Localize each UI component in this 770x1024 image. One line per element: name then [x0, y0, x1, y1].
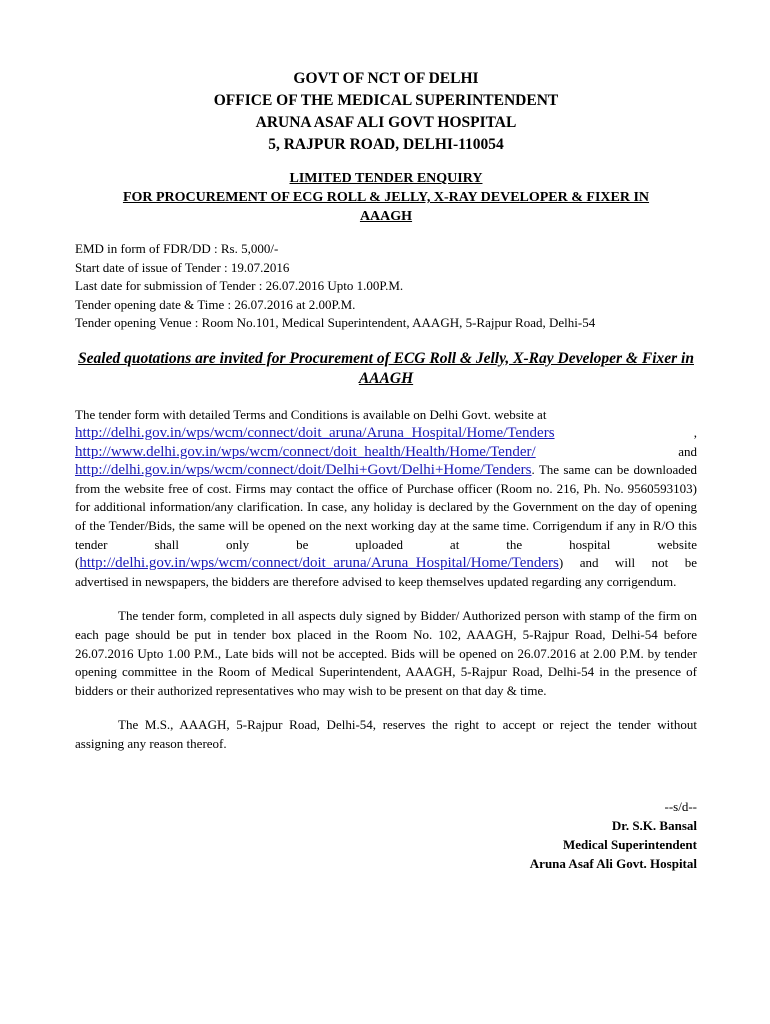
sealed-quotations-heading: Sealed quotations are invited for Procurement of ECG Roll & Jelly, X-Ray Developer & Fixer in AAAGH	[78, 349, 694, 387]
detail-opening-date: Tender opening date & Time : 26.07.2016 at 2.00P.M.	[75, 296, 356, 312]
tender-document	[75, 68, 697, 873]
terms-end: ) and will not be advertised in newspapers, the bidders are therefore advised to keep themselves updated regarding any corrigendum.	[75, 555, 697, 589]
tender-title	[75, 169, 697, 226]
detail-last-date: Last date for submission of Tender : 26.07.2016 Upto 1.00P.M.	[75, 278, 404, 293]
signature-sd: --s/d--	[664, 798, 697, 814]
signatory-name: Dr. S.K. Bansal	[611, 817, 697, 833]
letterhead-office: OFFICE OF THE MEDICAL SUPERINTENDENT	[213, 92, 559, 109]
paragraph-reservation: The M.S., AAAGH, 5-Rajpur Road, Delhi-54, reserves the right to accept or reject the tender without assigning any reason thereof.	[75, 717, 697, 751]
paragraph-terms	[75, 406, 697, 592]
link-delhi-govt-tenders[interactable]: http://delhi.gov.in/wps/wcm/connect/doit/Delhi+Govt/Delhi+Home/Tenders	[75, 462, 532, 479]
title-line-2: FOR PROCUREMENT OF ECG ROLL & JELLY, X-RAY DEVELOPER & FIXER IN	[122, 190, 650, 205]
signature-block	[75, 797, 697, 873]
paragraph-submission: The tender form, completed in all aspects duly signed by Bidder/ Authorized person with stamp of the firm on each page should be put in tender box placed in the Room No. 102, AAAGH, 5-Rajpur Road, Delhi-54 before 26.07.2016 Upto 1.00 P.M., Late bids will not be accepted. Bids will be opened on 26.07.2016 at 2.00 P.M. by tender opening committee in the Room of Medical Superintendent, AAAGH, 5-Rajpur Road, Delhi-54 in the presence of bidders or their authorized representatives who may wish to be present on that day & time.	[75, 608, 697, 698]
tender-details	[75, 240, 697, 333]
detail-start-date: Start date of issue of Tender : 19.07.2016	[75, 259, 290, 275]
terms-body: . The same can be downloaded from the website free of cost. Firms may contact the office of Purchase officer (Room no. 216, Ph. No. 9560593103) for additional information/any clarification. In case, any holiday is declared by the Government on the day of opening of the Tender/Bids, the same will be opened on the next working day at the same time. Corrigendum if any in R/O this tender shall only be uploaded at the hospital website (	[75, 462, 697, 571]
link-health-tender[interactable]: http://www.delhi.gov.in/wps/wcm/connect/doit_health/Health/Home/Tender/	[75, 443, 536, 460]
signatory-hospital: Aruna Asaf Ali Govt. Hospital	[529, 855, 697, 871]
link-hospital-tenders[interactable]: http://delhi.gov.in/wps/wcm/connect/doit_aruna/Aruna_Hospital/Home/Tenders	[75, 425, 555, 442]
title-line-3: AAAGH	[359, 209, 413, 224]
link-separator-comma: ,	[693, 425, 697, 441]
title-line-1: LIMITED TENDER ENQUIRY	[289, 171, 483, 186]
link-corrigendum-website[interactable]: http://delhi.gov.in/wps/wcm/connect/doit_aruna/Aruna_Hospital/Home/Tenders	[79, 555, 559, 572]
letterhead-address: 5, RAJPUR ROAD, DELHI-110054	[268, 136, 504, 153]
letterhead-hospital: ARUNA ASAF ALI GOVT HOSPITAL	[255, 114, 517, 131]
letterhead	[75, 68, 697, 156]
letterhead-govt: GOVT OF NCT OF DELHI	[293, 70, 479, 87]
link-separator-and: and	[678, 443, 697, 459]
signatory-designation: Medical Superintendent	[563, 836, 697, 852]
terms-intro: The tender form with detailed Terms and Conditions is available on Delhi Govt. website at	[75, 406, 547, 422]
detail-venue: Tender opening Venue : Room No.101, Medical Superintendent, AAAGH, 5-Rajpur Road, Delhi-54	[75, 315, 596, 330]
detail-emd: EMD in form of FDR/DD : Rs. 5,000/-	[75, 241, 279, 256]
